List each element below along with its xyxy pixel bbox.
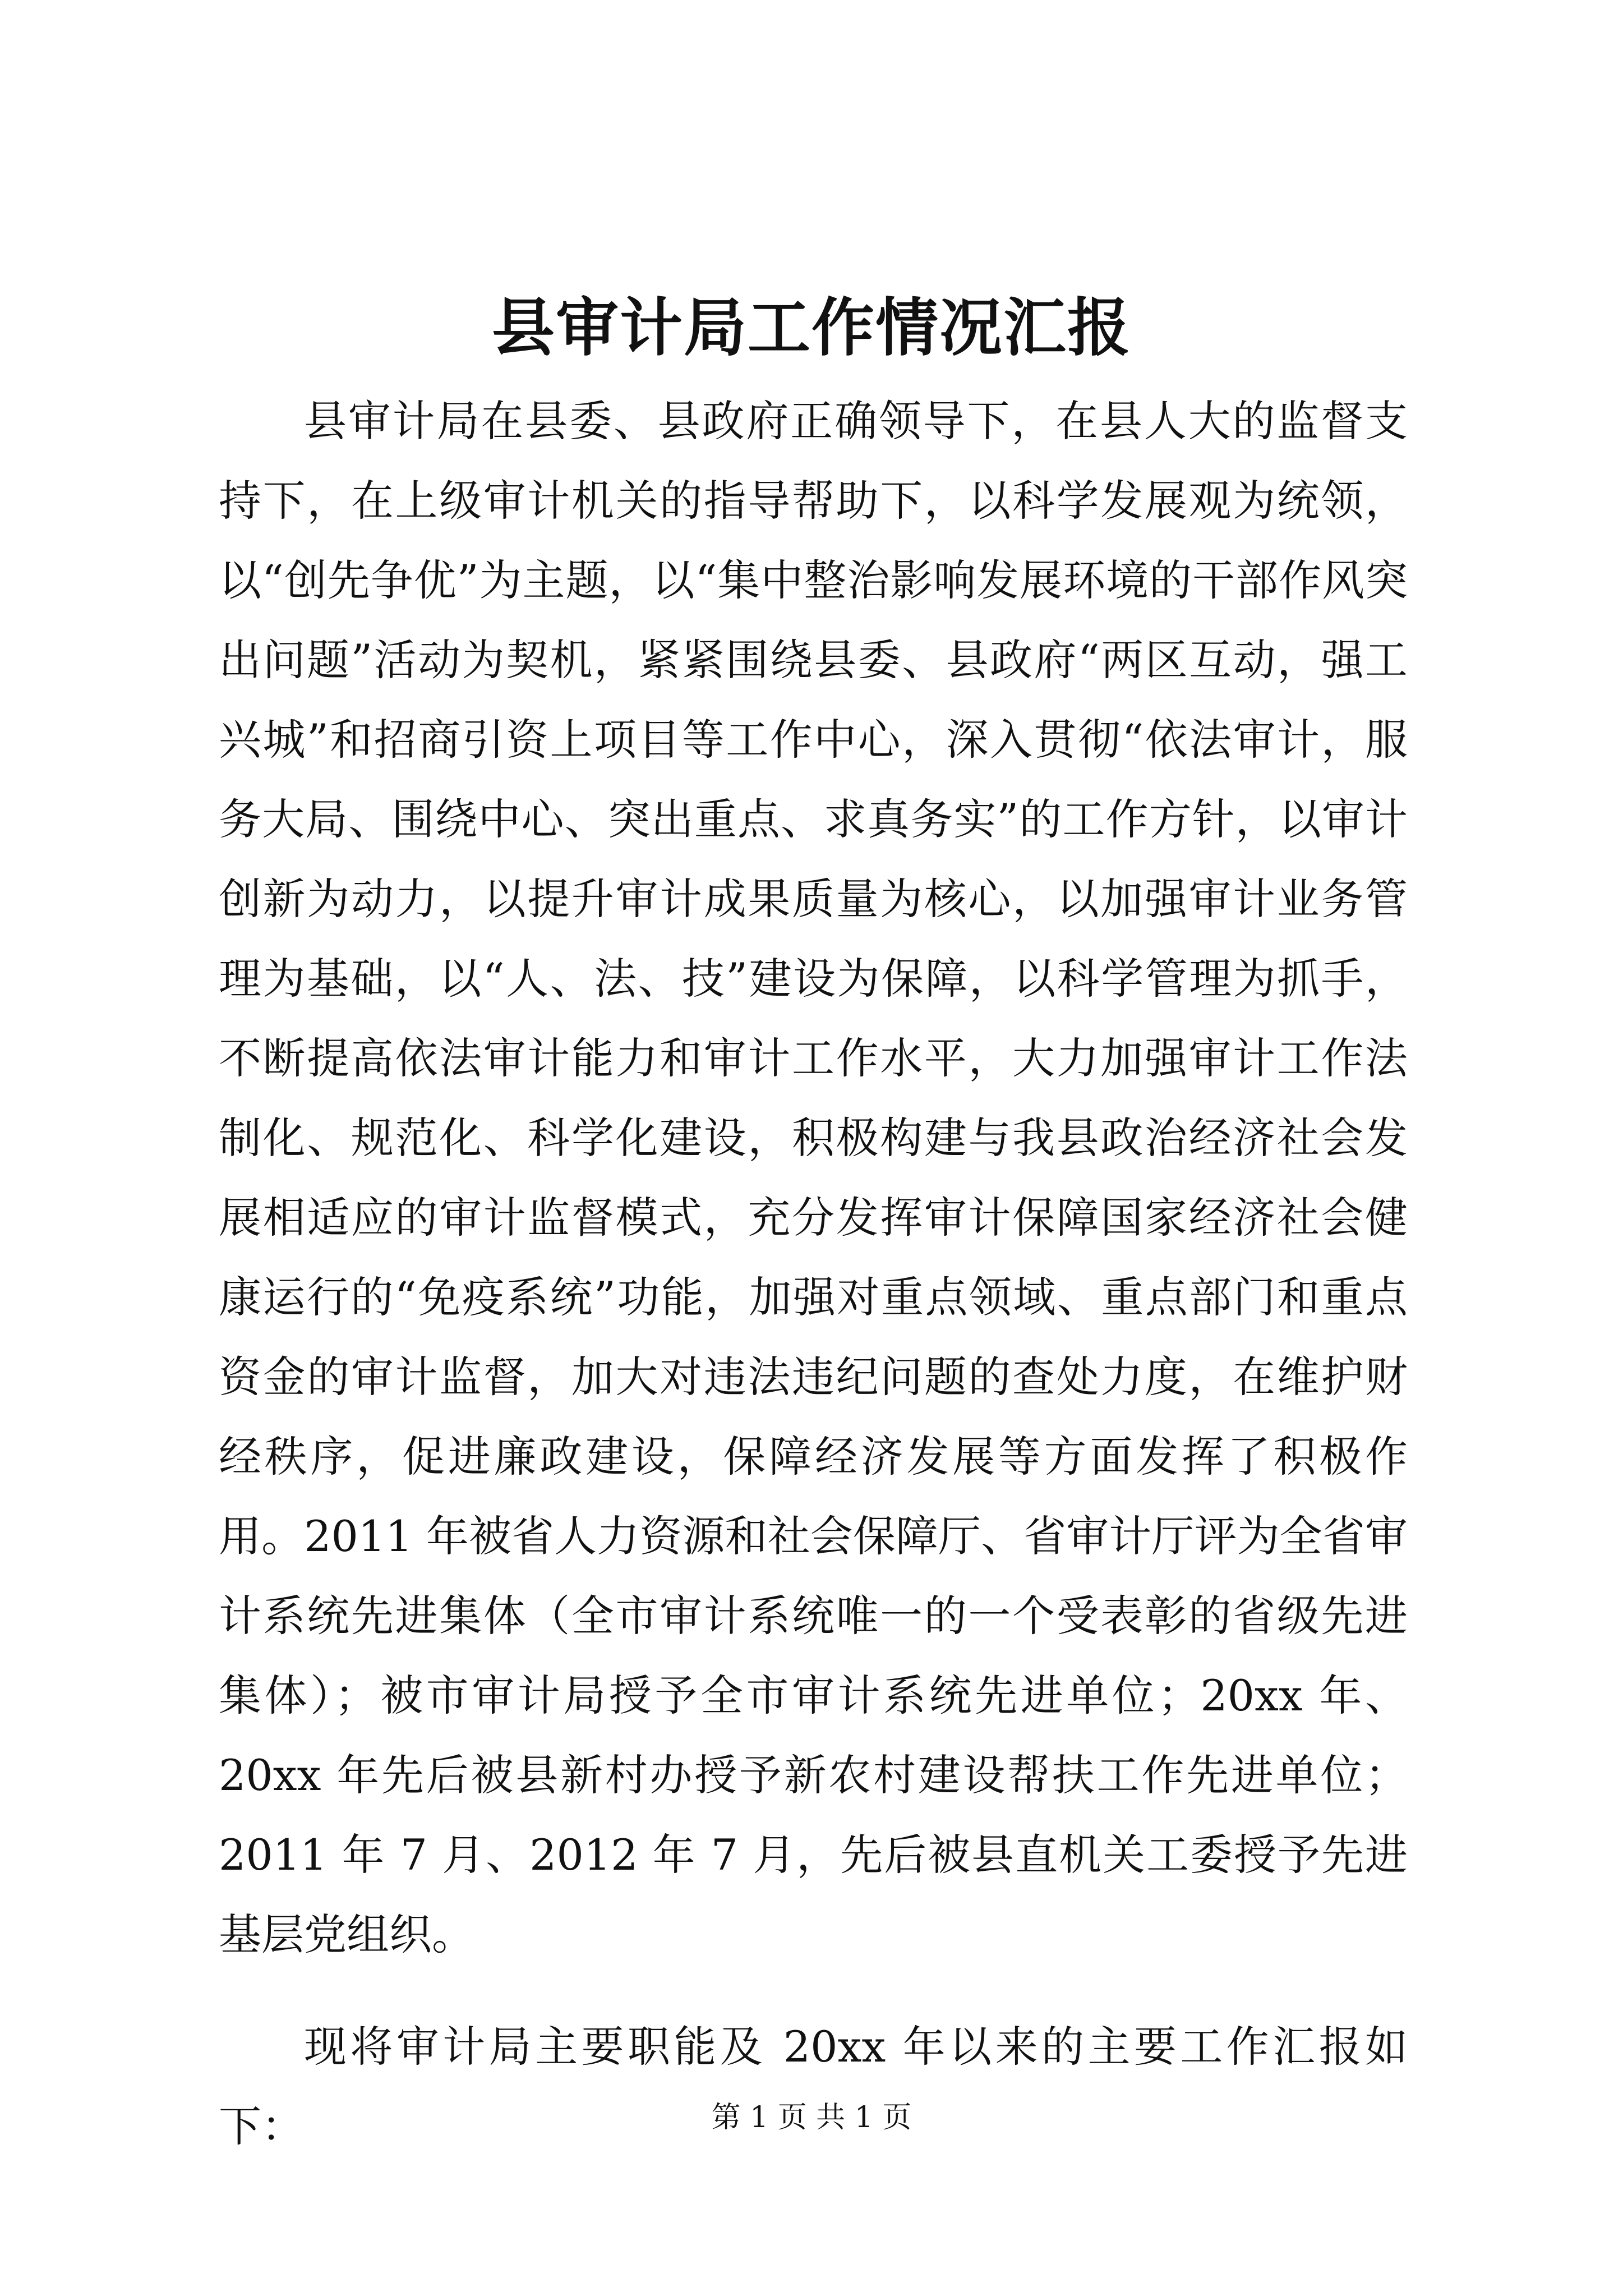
- body-paragraph-1: 县审计局在县委、县政府正确领导下，在县人大的监督支持下，在上级审计机关的指导帮助下，以科学发展观为统领，以“创先争优”为主题，以“集中整治影响发展环境的干部作风突出问题”活动为契机，紧紧围绕县委、县政府“两区互动，强工兴城”和招商引资上项目等工作中心，深入贯彻“依法审计，服务大局、围绕中心、突出重点、求真务实”的工作方针，以审计创新为动力，以提升审计成果质量为核心，以加强审计业务管理为基础，以“人、法、技”建设为保障，以科学管理为抓手，不断提高依法审计能力和审计工作水平，大力加强审计工作法制化、规范化、科学化建设，积极构建与我县政治经济社会发展相适应的审计监督模式，充分发挥审计保障国家经济社会健康运行的“免疫系统”功能，加强对重点领域、重点部门和重点资金的审计监督，加大对违法违纪问题的查处力度，在维护财经秩序，促进廉政建设，保障经济发展等方面发挥了积极作用。2011 年被省人力资源和社会保障厅、省审计厅评为全省审计系统先进集体（全市审计系统唯一的一个受表彰的省级先进集体）；被市审计局授予全市审计系统先进单位；20xx 年、20xx 年先后被县新村办授予新农村建设帮扶工作先进单位；2011 年 7 月、2012 年 7 月，先后被县直机关工委授予先进基层党组织。: [219, 396, 1408, 1959]
- body-paragraph-2: 现将审计局主要职能及 20xx 年以来的主要工作汇报如下：: [219, 2022, 1408, 2151]
- document-title: 县审计局工作情况汇报: [492, 291, 1131, 365]
- document-body: [219, 381, 1408, 2166]
- page-footer: 第 1 页 共 1 页: [711, 2101, 912, 2134]
